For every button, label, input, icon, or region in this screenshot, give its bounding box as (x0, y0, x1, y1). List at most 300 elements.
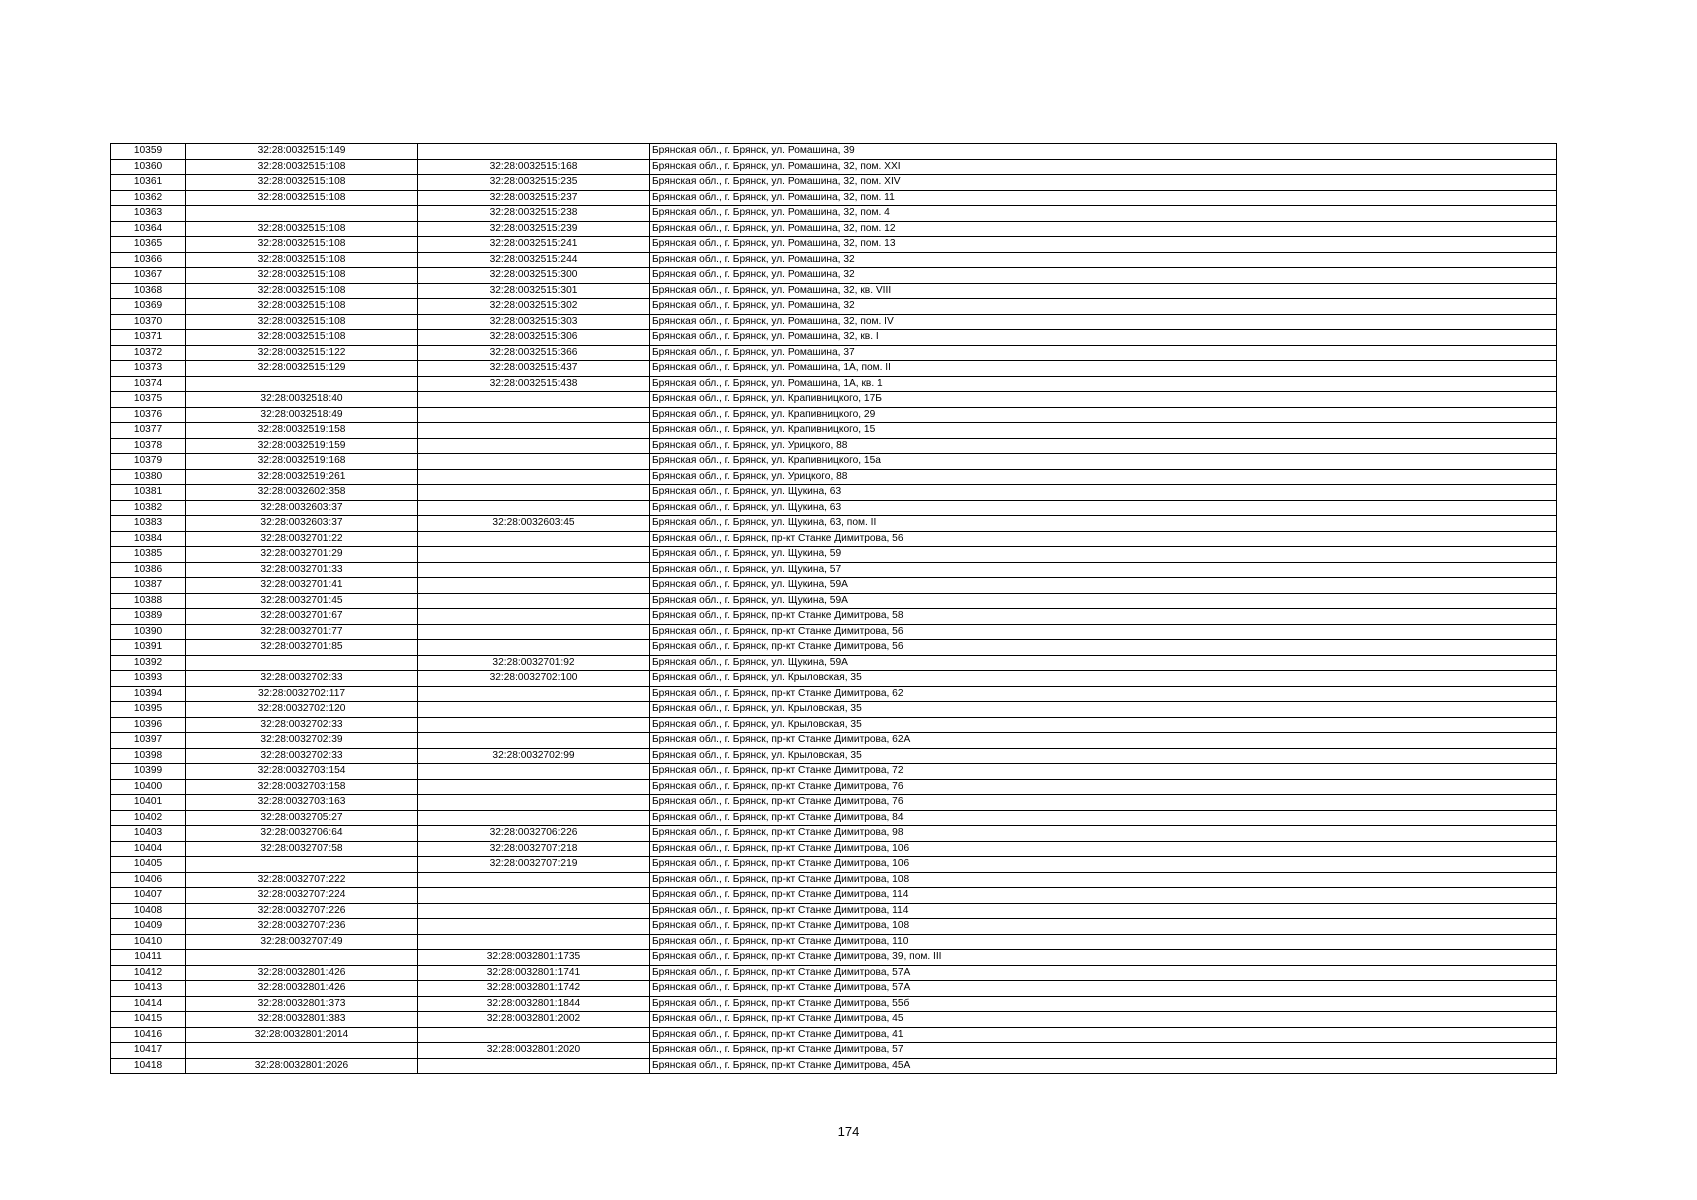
address-cell: Брянская обл., г. Брянск, пр-кт Станке Димитрова, 41 (650, 1027, 1557, 1043)
row-number-cell: 10412 (111, 965, 186, 981)
related-cadastral-number-cell (418, 795, 650, 811)
table-row (111, 221, 1557, 237)
address-cell: Брянская обл., г. Брянск, ул. Крыловская, 35 (650, 748, 1557, 764)
related-cadastral-number-cell (418, 733, 650, 749)
address-cell: Брянская обл., г. Брянск, пр-кт Станке Димитрова, 98 (650, 826, 1557, 842)
row-number-cell: 10366 (111, 252, 186, 268)
cadastral-number-cell: 32:28:0032515:108 (186, 159, 418, 175)
table-row (111, 888, 1557, 904)
cadastral-number-cell (186, 1043, 418, 1059)
related-cadastral-number-cell: 32:28:0032707:219 (418, 857, 650, 873)
table-row (111, 810, 1557, 826)
cadastral-number-cell: 32:28:0032703:158 (186, 779, 418, 795)
table-row (111, 872, 1557, 888)
related-cadastral-number-cell (418, 810, 650, 826)
address-cell: Брянская обл., г. Брянск, пр-кт Станке Димитрова, 57А (650, 965, 1557, 981)
address-cell: Брянская обл., г. Брянск, пр-кт Станке Димитрова, 114 (650, 903, 1557, 919)
cadastral-number-cell: 32:28:0032701:85 (186, 640, 418, 656)
row-number-cell: 10418 (111, 1058, 186, 1074)
row-number-cell: 10361 (111, 175, 186, 191)
row-number-cell: 10380 (111, 469, 186, 485)
address-cell: Брянская обл., г. Брянск, ул. Ромашина, 1А, кв. 1 (650, 376, 1557, 392)
table-row (111, 485, 1557, 501)
table-row (111, 733, 1557, 749)
related-cadastral-number-cell: 32:28:0032702:100 (418, 671, 650, 687)
table-row (111, 826, 1557, 842)
cadastral-number-cell: 32:28:0032707:49 (186, 934, 418, 950)
row-number-cell: 10363 (111, 206, 186, 222)
table-row (111, 1027, 1557, 1043)
cadastral-number-cell: 32:28:0032515:108 (186, 314, 418, 330)
table-row (111, 671, 1557, 687)
cadastral-number-cell: 32:28:0032515:122 (186, 345, 418, 361)
address-cell: Брянская обл., г. Брянск, ул. Ромашина, 37 (650, 345, 1557, 361)
cadastral-number-cell: 32:28:0032515:108 (186, 268, 418, 284)
cadastral-number-cell: 32:28:0032519:168 (186, 454, 418, 470)
row-number-cell: 10399 (111, 764, 186, 780)
table-row (111, 423, 1557, 439)
address-cell: Брянская обл., г. Брянск, пр-кт Станке Димитрова, 76 (650, 779, 1557, 795)
cadastral-number-cell (186, 857, 418, 873)
related-cadastral-number-cell: 32:28:0032515:303 (418, 314, 650, 330)
cadastral-number-cell: 32:28:0032603:37 (186, 516, 418, 532)
related-cadastral-number-cell (418, 640, 650, 656)
related-cadastral-number-cell: 32:28:0032801:1735 (418, 950, 650, 966)
address-cell: Брянская обл., г. Брянск, ул. Крапивницкого, 17Б (650, 392, 1557, 408)
row-number-cell: 10396 (111, 717, 186, 733)
cadastral-number-cell: 32:28:0032515:108 (186, 221, 418, 237)
address-cell: Брянская обл., г. Брянск, ул. Ромашина, 1А, пом. II (650, 361, 1557, 377)
related-cadastral-number-cell: 32:28:0032701:92 (418, 655, 650, 671)
address-cell: Брянская обл., г. Брянск, ул. Щукина, 59А (650, 655, 1557, 671)
related-cadastral-number-cell (418, 919, 650, 935)
address-cell: Брянская обл., г. Брянск, ул. Щукина, 59А (650, 578, 1557, 594)
address-cell: Брянская обл., г. Брянск, пр-кт Станке Димитрова, 56 (650, 624, 1557, 640)
cadastral-number-cell: 32:28:0032515:108 (186, 252, 418, 268)
address-cell: Брянская обл., г. Брянск, ул. Щукина, 57 (650, 562, 1557, 578)
related-cadastral-number-cell (418, 531, 650, 547)
cadastral-number-cell: 32:28:0032801:383 (186, 1012, 418, 1028)
related-cadastral-number-cell: 32:28:0032515:438 (418, 376, 650, 392)
address-cell: Брянская обл., г. Брянск, ул. Ромашина, 32, пом. 12 (650, 221, 1557, 237)
cadastral-number-cell: 32:28:0032801:2026 (186, 1058, 418, 1074)
table-row (111, 268, 1557, 284)
row-number-cell: 10379 (111, 454, 186, 470)
table-row (111, 454, 1557, 470)
related-cadastral-number-cell (418, 717, 650, 733)
cadastral-number-cell: 32:28:0032707:58 (186, 841, 418, 857)
related-cadastral-number-cell (418, 593, 650, 609)
registry-table-body (111, 144, 1557, 1074)
cadastral-number-cell: 32:28:0032707:224 (186, 888, 418, 904)
related-cadastral-number-cell (418, 903, 650, 919)
cadastral-number-cell: 32:28:0032515:129 (186, 361, 418, 377)
row-number-cell: 10402 (111, 810, 186, 826)
row-number-cell: 10365 (111, 237, 186, 253)
table-row (111, 686, 1557, 702)
registry-table (110, 143, 1557, 1074)
related-cadastral-number-cell (418, 469, 650, 485)
address-cell: Брянская обл., г. Брянск, ул. Щукина, 63, пом. II (650, 516, 1557, 532)
row-number-cell: 10388 (111, 593, 186, 609)
related-cadastral-number-cell (418, 686, 650, 702)
related-cadastral-number-cell: 32:28:0032515:306 (418, 330, 650, 346)
related-cadastral-number-cell (418, 609, 650, 625)
address-cell: Брянская обл., г. Брянск, ул. Крыловская, 35 (650, 717, 1557, 733)
row-number-cell: 10395 (111, 702, 186, 718)
row-number-cell: 10368 (111, 283, 186, 299)
table-row (111, 640, 1557, 656)
address-cell: Брянская обл., г. Брянск, пр-кт Станке Димитрова, 57 (650, 1043, 1557, 1059)
related-cadastral-number-cell: 32:28:0032515:241 (418, 237, 650, 253)
table-row (111, 1012, 1557, 1028)
related-cadastral-number-cell: 32:28:0032603:45 (418, 516, 650, 532)
row-number-cell: 10392 (111, 655, 186, 671)
address-cell: Брянская обл., г. Брянск, пр-кт Станке Димитрова, 106 (650, 857, 1557, 873)
table-row (111, 996, 1557, 1012)
table-row (111, 531, 1557, 547)
row-number-cell: 10406 (111, 872, 186, 888)
related-cadastral-number-cell: 32:28:0032515:244 (418, 252, 650, 268)
related-cadastral-number-cell (418, 888, 650, 904)
related-cadastral-number-cell (418, 562, 650, 578)
cadastral-number-cell: 32:28:0032518:40 (186, 392, 418, 408)
cadastral-number-cell: 32:28:0032801:426 (186, 965, 418, 981)
related-cadastral-number-cell (418, 454, 650, 470)
row-number-cell: 10372 (111, 345, 186, 361)
cadastral-number-cell: 32:28:0032701:29 (186, 547, 418, 563)
related-cadastral-number-cell: 32:28:0032702:99 (418, 748, 650, 764)
table-row (111, 702, 1557, 718)
related-cadastral-number-cell: 32:28:0032515:237 (418, 190, 650, 206)
table-row (111, 407, 1557, 423)
related-cadastral-number-cell: 32:28:0032801:2002 (418, 1012, 650, 1028)
address-cell: Брянская обл., г. Брянск, пр-кт Станке Димитрова, 108 (650, 872, 1557, 888)
cadastral-number-cell: 32:28:0032519:261 (186, 469, 418, 485)
table-row (111, 330, 1557, 346)
related-cadastral-number-cell (418, 764, 650, 780)
related-cadastral-number-cell (418, 144, 650, 160)
address-cell: Брянская обл., г. Брянск, ул. Щукина, 63 (650, 485, 1557, 501)
address-cell: Брянская обл., г. Брянск, пр-кт Станке Димитрова, 57А (650, 981, 1557, 997)
related-cadastral-number-cell: 32:28:0032515:366 (418, 345, 650, 361)
row-number-cell: 10393 (111, 671, 186, 687)
row-number-cell: 10404 (111, 841, 186, 857)
related-cadastral-number-cell: 32:28:0032707:218 (418, 841, 650, 857)
cadastral-number-cell: 32:28:0032701:33 (186, 562, 418, 578)
address-cell: Брянская обл., г. Брянск, ул. Урицкого, 88 (650, 469, 1557, 485)
table-row (111, 314, 1557, 330)
cadastral-number-cell: 32:28:0032515:108 (186, 175, 418, 191)
table-row (111, 841, 1557, 857)
table-row (111, 392, 1557, 408)
row-number-cell: 10381 (111, 485, 186, 501)
row-number-cell: 10367 (111, 268, 186, 284)
address-cell: Брянская обл., г. Брянск, пр-кт Станке Димитрова, 84 (650, 810, 1557, 826)
address-cell: Брянская обл., г. Брянск, ул. Щукина, 63 (650, 500, 1557, 516)
related-cadastral-number-cell (418, 1058, 650, 1074)
row-number-cell: 10401 (111, 795, 186, 811)
table-row (111, 469, 1557, 485)
cadastral-number-cell (186, 206, 418, 222)
cadastral-number-cell: 32:28:0032707:236 (186, 919, 418, 935)
cadastral-number-cell: 32:28:0032702:33 (186, 717, 418, 733)
cadastral-number-cell: 32:28:0032801:2014 (186, 1027, 418, 1043)
address-cell: Брянская обл., г. Брянск, ул. Урицкого, 88 (650, 438, 1557, 454)
row-number-cell: 10385 (111, 547, 186, 563)
cadastral-number-cell: 32:28:0032707:226 (186, 903, 418, 919)
address-cell: Брянская обл., г. Брянск, пр-кт Станке Димитрова, 45 (650, 1012, 1557, 1028)
address-cell: Брянская обл., г. Брянск, пр-кт Станке Димитрова, 56 (650, 640, 1557, 656)
related-cadastral-number-cell (418, 438, 650, 454)
table-row (111, 159, 1557, 175)
table-row (111, 376, 1557, 392)
address-cell: Брянская обл., г. Брянск, ул. Крапивницкого, 15а (650, 454, 1557, 470)
address-cell: Брянская обл., г. Брянск, ул. Щукина, 59 (650, 547, 1557, 563)
table-row (111, 562, 1557, 578)
cadastral-number-cell: 32:28:0032602:358 (186, 485, 418, 501)
cadastral-number-cell: 32:28:0032702:33 (186, 671, 418, 687)
row-number-cell: 10360 (111, 159, 186, 175)
cadastral-number-cell: 32:28:0032701:67 (186, 609, 418, 625)
cadastral-number-cell: 32:28:0032515:108 (186, 299, 418, 315)
row-number-cell: 10416 (111, 1027, 186, 1043)
table-row (111, 857, 1557, 873)
related-cadastral-number-cell: 32:28:0032515:302 (418, 299, 650, 315)
row-number-cell: 10417 (111, 1043, 186, 1059)
table-row (111, 345, 1557, 361)
cadastral-number-cell: 32:28:0032801:373 (186, 996, 418, 1012)
table-row (111, 795, 1557, 811)
address-cell: Брянская обл., г. Брянск, ул. Ромашина, 32 (650, 252, 1557, 268)
related-cadastral-number-cell (418, 407, 650, 423)
related-cadastral-number-cell: 32:28:0032515:168 (418, 159, 650, 175)
related-cadastral-number-cell: 32:28:0032515:239 (418, 221, 650, 237)
cadastral-number-cell: 32:28:0032801:426 (186, 981, 418, 997)
row-number-cell: 10362 (111, 190, 186, 206)
address-cell: Брянская обл., г. Брянск, пр-кт Станке Димитрова, 114 (650, 888, 1557, 904)
row-number-cell: 10364 (111, 221, 186, 237)
table-row (111, 717, 1557, 733)
cadastral-number-cell: 32:28:0032703:154 (186, 764, 418, 780)
cadastral-number-cell (186, 950, 418, 966)
related-cadastral-number-cell (418, 500, 650, 516)
row-number-cell: 10369 (111, 299, 186, 315)
table-row (111, 500, 1557, 516)
cadastral-number-cell: 32:28:0032515:108 (186, 237, 418, 253)
row-number-cell: 10386 (111, 562, 186, 578)
table-row (111, 950, 1557, 966)
cadastral-number-cell: 32:28:0032603:37 (186, 500, 418, 516)
row-number-cell: 10389 (111, 609, 186, 625)
related-cadastral-number-cell: 32:28:0032515:238 (418, 206, 650, 222)
related-cadastral-number-cell: 32:28:0032801:1742 (418, 981, 650, 997)
related-cadastral-number-cell: 32:28:0032515:300 (418, 268, 650, 284)
cadastral-number-cell: 32:28:0032519:159 (186, 438, 418, 454)
related-cadastral-number-cell: 32:28:0032801:1844 (418, 996, 650, 1012)
cadastral-number-cell: 32:28:0032515:108 (186, 283, 418, 299)
related-cadastral-number-cell: 32:28:0032801:2020 (418, 1043, 650, 1059)
cadastral-number-cell: 32:28:0032515:108 (186, 190, 418, 206)
address-cell: Брянская обл., г. Брянск, ул. Ромашина, 32 (650, 268, 1557, 284)
row-number-cell: 10400 (111, 779, 186, 795)
address-cell: Брянская обл., г. Брянск, ул. Ромашина, 32, пом. XXI (650, 159, 1557, 175)
row-number-cell: 10383 (111, 516, 186, 532)
table-row (111, 252, 1557, 268)
address-cell: Брянская обл., г. Брянск, ул. Ромашина, 32, пом. 4 (650, 206, 1557, 222)
address-cell: Брянская обл., г. Брянск, пр-кт Станке Димитрова, 106 (650, 841, 1557, 857)
table-row (111, 934, 1557, 950)
address-cell: Брянская обл., г. Брянск, ул. Крапивницкого, 29 (650, 407, 1557, 423)
page-number: 174 (837, 1124, 860, 1139)
table-row (111, 516, 1557, 532)
address-cell: Брянская обл., г. Брянск, ул. Ромашина, 32, пом. XIV (650, 175, 1557, 191)
table-row (111, 283, 1557, 299)
row-number-cell: 10405 (111, 857, 186, 873)
cadastral-number-cell: 32:28:0032702:39 (186, 733, 418, 749)
cadastral-number-cell: 32:28:0032705:27 (186, 810, 418, 826)
cadastral-number-cell (186, 655, 418, 671)
address-cell: Брянская обл., г. Брянск, ул. Крапивницкого, 15 (650, 423, 1557, 439)
row-number-cell: 10359 (111, 144, 186, 160)
address-cell: Брянская обл., г. Брянск, пр-кт Станке Димитрова, 39, пом. III (650, 950, 1557, 966)
related-cadastral-number-cell: 32:28:0032515:301 (418, 283, 650, 299)
row-number-cell: 10374 (111, 376, 186, 392)
table-row (111, 1043, 1557, 1059)
row-number-cell: 10403 (111, 826, 186, 842)
row-number-cell: 10387 (111, 578, 186, 594)
address-cell: Брянская обл., г. Брянск, пр-кт Станке Димитрова, 76 (650, 795, 1557, 811)
table-row (111, 361, 1557, 377)
row-number-cell: 10394 (111, 686, 186, 702)
row-number-cell: 10409 (111, 919, 186, 935)
row-number-cell: 10371 (111, 330, 186, 346)
row-number-cell: 10407 (111, 888, 186, 904)
table-row (111, 190, 1557, 206)
address-cell: Брянская обл., г. Брянск, ул. Щукина, 59А (650, 593, 1557, 609)
address-cell: Брянская обл., г. Брянск, пр-кт Станке Димитрова, 108 (650, 919, 1557, 935)
cadastral-number-cell: 32:28:0032702:120 (186, 702, 418, 718)
table-row (111, 547, 1557, 563)
table-row (111, 965, 1557, 981)
row-number-cell: 10413 (111, 981, 186, 997)
related-cadastral-number-cell (418, 423, 650, 439)
address-cell: Брянская обл., г. Брянск, пр-кт Станке Димитрова, 45А (650, 1058, 1557, 1074)
table-row (111, 609, 1557, 625)
row-number-cell: 10370 (111, 314, 186, 330)
table-row (111, 578, 1557, 594)
row-number-cell: 10376 (111, 407, 186, 423)
address-cell: Брянская обл., г. Брянск, ул. Ромашина, 32, пом. 11 (650, 190, 1557, 206)
cadastral-number-cell: 32:28:0032702:33 (186, 748, 418, 764)
table-row (111, 655, 1557, 671)
table-row (111, 624, 1557, 640)
table-row (111, 237, 1557, 253)
cadastral-number-cell: 32:28:0032706:64 (186, 826, 418, 842)
table-row (111, 438, 1557, 454)
related-cadastral-number-cell (418, 702, 650, 718)
cadastral-number-cell: 32:28:0032707:222 (186, 872, 418, 888)
cadastral-number-cell: 32:28:0032515:149 (186, 144, 418, 160)
address-cell: Брянская обл., г. Брянск, ул. Ромашина, 39 (650, 144, 1557, 160)
cadastral-number-cell (186, 376, 418, 392)
table-row (111, 919, 1557, 935)
row-number-cell: 10375 (111, 392, 186, 408)
address-cell: Брянская обл., г. Брянск, пр-кт Станке Димитрова, 72 (650, 764, 1557, 780)
address-cell: Брянская обл., г. Брянск, ул. Ромашина, 32, пом. 13 (650, 237, 1557, 253)
address-cell: Брянская обл., г. Брянск, пр-кт Станке Димитрова, 55б (650, 996, 1557, 1012)
cadastral-number-cell: 32:28:0032703:163 (186, 795, 418, 811)
row-number-cell: 10398 (111, 748, 186, 764)
table-row (111, 764, 1557, 780)
table-row (111, 299, 1557, 315)
row-number-cell: 10373 (111, 361, 186, 377)
address-cell: Брянская обл., г. Брянск, ул. Ромашина, 32, кв. I (650, 330, 1557, 346)
related-cadastral-number-cell: 32:28:0032801:1741 (418, 965, 650, 981)
row-number-cell: 10411 (111, 950, 186, 966)
address-cell: Брянская обл., г. Брянск, ул. Ромашина, 32 (650, 299, 1557, 315)
related-cadastral-number-cell: 32:28:0032515:437 (418, 361, 650, 377)
row-number-cell: 10410 (111, 934, 186, 950)
address-cell: Брянская обл., г. Брянск, пр-кт Станке Димитрова, 56 (650, 531, 1557, 547)
table-row (111, 748, 1557, 764)
row-number-cell: 10397 (111, 733, 186, 749)
address-cell: Брянская обл., г. Брянск, ул. Крыловская, 35 (650, 702, 1557, 718)
table-row (111, 981, 1557, 997)
row-number-cell: 10377 (111, 423, 186, 439)
cadastral-number-cell: 32:28:0032519:158 (186, 423, 418, 439)
row-number-cell: 10414 (111, 996, 186, 1012)
row-number-cell: 10415 (111, 1012, 186, 1028)
address-cell: Брянская обл., г. Брянск, пр-кт Станке Димитрова, 62 (650, 686, 1557, 702)
row-number-cell: 10382 (111, 500, 186, 516)
table-row (111, 779, 1557, 795)
address-cell: Брянская обл., г. Брянск, ул. Крыловская, 35 (650, 671, 1557, 687)
row-number-cell: 10378 (111, 438, 186, 454)
table-row (111, 1058, 1557, 1074)
cadastral-number-cell: 32:28:0032515:108 (186, 330, 418, 346)
row-number-cell: 10384 (111, 531, 186, 547)
related-cadastral-number-cell (418, 872, 650, 888)
cadastral-number-cell: 32:28:0032701:41 (186, 578, 418, 594)
related-cadastral-number-cell (418, 485, 650, 501)
related-cadastral-number-cell: 32:28:0032515:235 (418, 175, 650, 191)
table-row (111, 903, 1557, 919)
cadastral-number-cell: 32:28:0032701:45 (186, 593, 418, 609)
address-cell: Брянская обл., г. Брянск, пр-кт Станке Димитрова, 110 (650, 934, 1557, 950)
related-cadastral-number-cell: 32:28:0032706:226 (418, 826, 650, 842)
cadastral-number-cell: 32:28:0032701:22 (186, 531, 418, 547)
related-cadastral-number-cell (418, 578, 650, 594)
cadastral-number-cell: 32:28:0032701:77 (186, 624, 418, 640)
table-row (111, 144, 1557, 160)
related-cadastral-number-cell (418, 547, 650, 563)
row-number-cell: 10408 (111, 903, 186, 919)
address-cell: Брянская обл., г. Брянск, ул. Ромашина, 32, кв. VIII (650, 283, 1557, 299)
row-number-cell: 10390 (111, 624, 186, 640)
address-cell: Брянская обл., г. Брянск, ул. Ромашина, 32, пом. IV (650, 314, 1557, 330)
cadastral-number-cell: 32:28:0032518:49 (186, 407, 418, 423)
related-cadastral-number-cell (418, 624, 650, 640)
related-cadastral-number-cell (418, 934, 650, 950)
related-cadastral-number-cell (418, 392, 650, 408)
related-cadastral-number-cell (418, 779, 650, 795)
related-cadastral-number-cell (418, 1027, 650, 1043)
cadastral-number-cell: 32:28:0032702:117 (186, 686, 418, 702)
address-cell: Брянская обл., г. Брянск, пр-кт Станке Димитрова, 58 (650, 609, 1557, 625)
table-row (111, 593, 1557, 609)
table-row (111, 175, 1557, 191)
